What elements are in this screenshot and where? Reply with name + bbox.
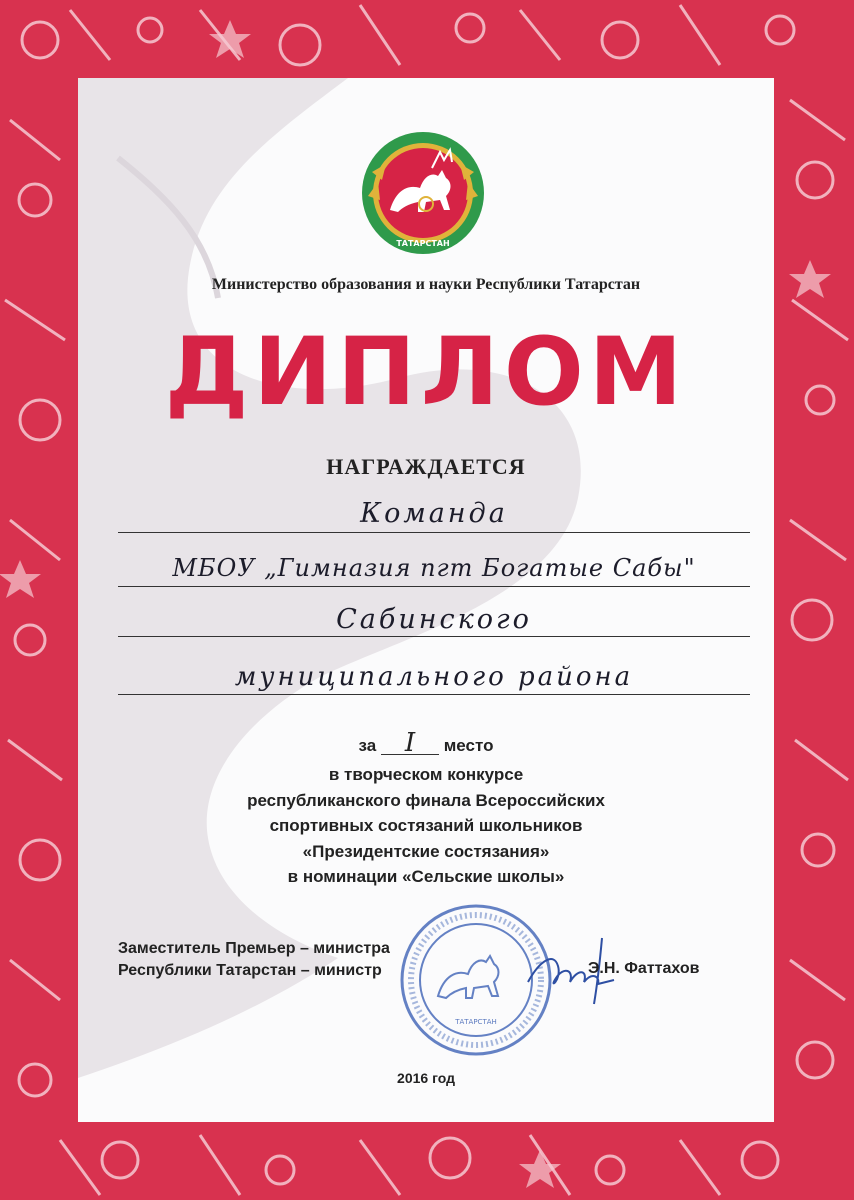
- position-line: Заместитель Премьер – министра: [118, 940, 390, 957]
- tatarstan-emblem: [360, 130, 486, 256]
- place-row: [78, 728, 774, 758]
- svg-text:ТАТАРСТАН: ТАТАРСТАН: [455, 1018, 497, 1026]
- seal-leopard-icon: [438, 956, 499, 998]
- description-line: в номинации «Сельские школы»: [287, 867, 565, 886]
- diploma-sheet: [78, 78, 774, 1122]
- underline-4: [118, 694, 750, 695]
- description-line: спортивных состязаний школьников: [269, 816, 583, 835]
- diploma-title: ДИПЛОМ: [164, 318, 688, 427]
- recipient-line-3: Сабинского: [336, 604, 532, 635]
- position-line: Республики Татарстан – министр: [118, 962, 382, 979]
- svg-text:ТАТАРСТАН: ТАТАРСТАН: [396, 239, 450, 248]
- underline-3: [118, 636, 750, 637]
- underline-2: [118, 586, 750, 587]
- recipient-line-1: Команда: [360, 498, 508, 529]
- underline-1: [118, 532, 750, 533]
- description-line: «Президентские состязания»: [302, 841, 550, 861]
- description-line: республиканского финала Всероссийских: [247, 790, 605, 810]
- place-suffix: место: [443, 736, 494, 755]
- signatory-position: [118, 938, 390, 982]
- issue-year: 2016 год: [397, 1070, 455, 1086]
- ministry-name: Министерство образования и науки Республики Татарстан: [211, 276, 641, 293]
- recipient-line-4: муниципального района: [234, 662, 634, 692]
- place-value: I: [381, 732, 439, 755]
- recipient-line-2: МБОУ „Гимназия пгт Богатые Сабы": [172, 554, 696, 582]
- award-description: [78, 762, 774, 890]
- place-prefix: за: [358, 736, 377, 755]
- signatory-name: Э.Н. Фаттахов: [588, 960, 700, 977]
- description-line: в творческом конкурсе: [328, 765, 524, 784]
- awarded-label: НАГРАЖДАЕТСЯ: [326, 454, 526, 479]
